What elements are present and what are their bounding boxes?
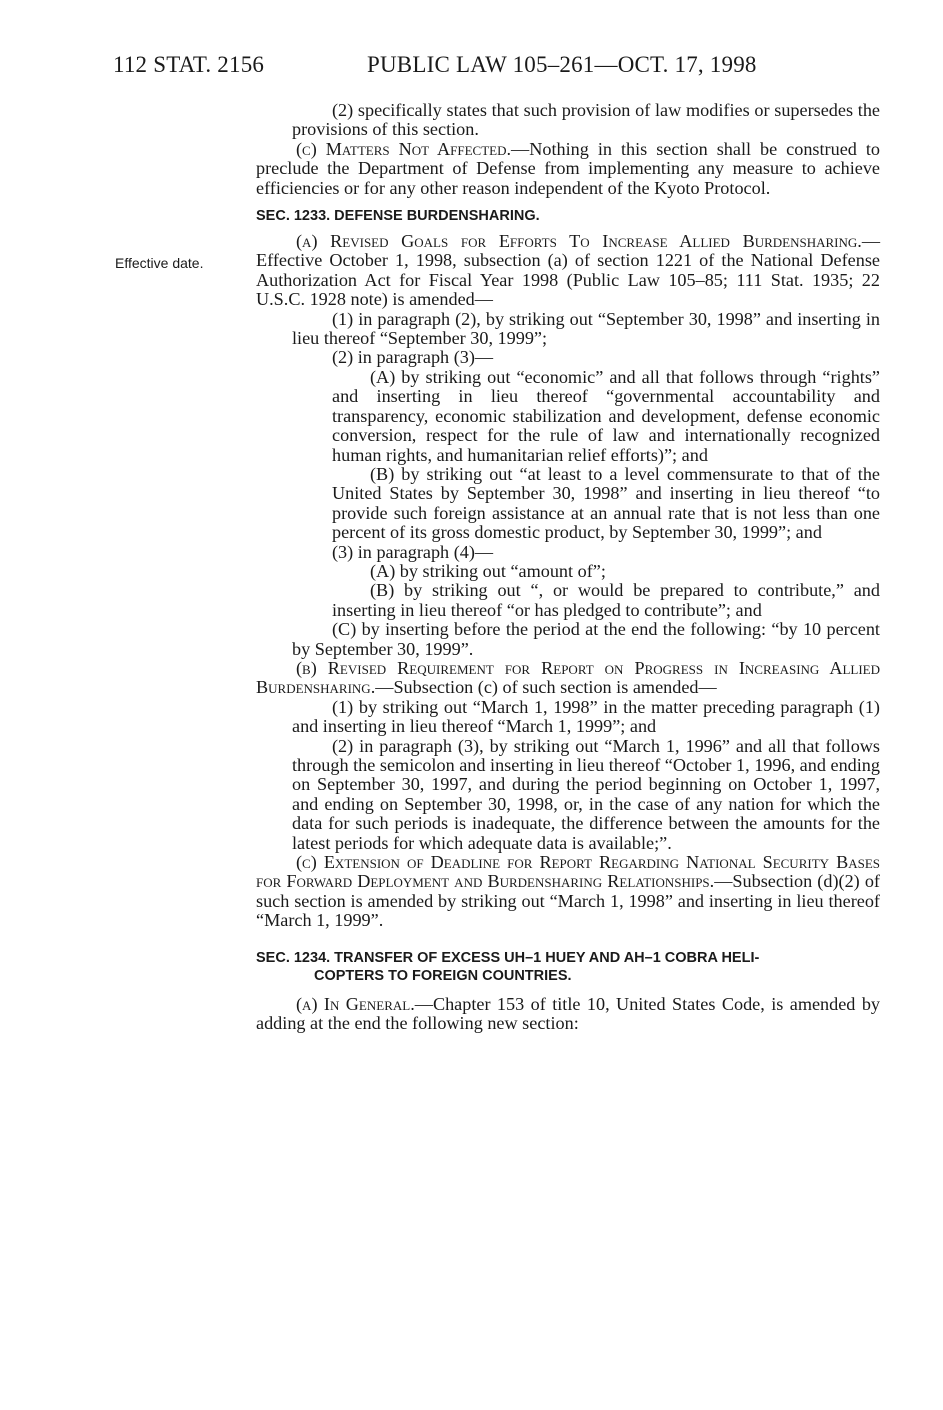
- subparagraph-a3C: (C) by inserting before the period at the end the following: “by 10 percent by September 30, 1999”.: [292, 619, 880, 659]
- subsection-text: —Nothing in this section shall be construed to preclude the Department of Defense from implementing any measure to achieve efficiencies or for any other reason independent of the Kyoto Protocol.: [256, 138, 880, 198]
- subsection-b-revised-requirement: [256, 659, 880, 698]
- section-1234-heading: [256, 949, 880, 985]
- subsection-text: —Chapter 153 of title 10, United States Code, is amended by adding at the end the following new section:: [256, 993, 881, 1034]
- paragraph-a3: (3) in paragraph (4)—: [332, 541, 494, 562]
- paragraph-b1: (1) by striking out “March 1, 1998” in the matter preceding paragraph (1) and inserting in lieu thereof “March 1, 1999”; and: [292, 696, 880, 737]
- paragraph-2-supersedes: (2) specifically states that such provision of law modifies or supersedes the provisions of this section.: [292, 100, 880, 140]
- subsection-c-extension-of-deadline: [256, 853, 880, 931]
- subsection-text: —Subsection (d)(2) of such section is amended by striking out “March 1, 1998” and inserting in lieu thereof “March 1, 1999”.: [256, 871, 880, 931]
- paragraph-b2: (2) in paragraph (3), by striking out “March 1, 1996” and all that follows through the semicolon and inserting in lieu thereof “October 1, 1996, and ending on September 30, 1997, and during the period beginning on October 1, 1997, and ending on September 30, 1998, or, in the case of any nation for which the data for such periods is inadequate, the difference between the amounts for the latest periods for which adequate data is available;”.: [292, 735, 880, 853]
- subsection-heading: (b) Revised Requirement for Report on Progress in Increasing Allied Burdensharing.: [256, 657, 880, 698]
- subsection-text: —Subsection (c) of such section is amended—: [375, 677, 717, 698]
- paragraph-a1: (1) in paragraph (2), by striking out “September 30, 1998” and inserting in lieu thereof “September 30, 1999”;: [292, 308, 880, 349]
- subsection-c-matters-not-affected: [256, 140, 880, 198]
- subparagraph-a3A: (A) by striking out “amount of”;: [370, 560, 606, 581]
- subsection-a-revised-goals: [256, 232, 880, 310]
- subsection-heading: (a) Revised Goals for Efforts To Increase Allied Burdensharing.: [296, 231, 862, 252]
- margin-note-effective-date: Effective date.: [115, 255, 204, 271]
- page-header: [113, 52, 883, 84]
- subparagraph-a2B: (B) by striking out “at least to a level commensurate to that of the United States by September 30, 1998” and inserting in lieu thereof “to provide such foreign assistance at an annual rate that is not less than one percent of its gross domestic product, by September 30, 1999”; and: [332, 463, 880, 543]
- subparagraph-a2A: (A) by striking out “economic” and all that follows through “rights” and inserting in lieu thereof “governmental accountability and transparency, economic stabilization and development, defense economic conversion, respect for the rule of law and internationally recognized human rights, and humanitarian relief efforts)”; and: [332, 366, 880, 465]
- statute-page-number: 112 STAT. 2156: [113, 52, 265, 77]
- section-1234-heading-line-2: COPTERS TO FOREIGN COUNTRIES.: [314, 967, 572, 984]
- public-law-title: PUBLIC LAW 105–261—OCT. 17, 1998: [367, 52, 757, 77]
- subsection-heading: (a) In General.: [296, 993, 415, 1014]
- section-1233-heading: SEC. 1233. DEFENSE BURDENSHARING.: [256, 208, 540, 225]
- subparagraph-a3B: (B) by striking out “, or would be prepared to contribute,” and inserting in lieu thereof “or has pledged to contribute”; and: [332, 580, 880, 620]
- subsection-text: —Effective October 1, 1998, subsection (a) of section 1221 of the National Defense Authorization Act for Fiscal Year 1998 (Public Law 105–85; 111 Stat. 1935; 22 U.S.C. 1928 note) is amended—: [256, 231, 880, 310]
- document-body: [256, 101, 880, 1033]
- paragraph-a2: (2) in paragraph (3)—: [332, 347, 494, 368]
- subsection-a-in-general: [256, 995, 880, 1034]
- subsection-heading: (c) Matters Not Affected.: [296, 138, 512, 159]
- section-1234-heading-line-1: SEC. 1234. TRANSFER OF EXCESS UH–1 HUEY AND AH–1 COBRA HELI-: [256, 949, 760, 966]
- subsection-heading: (c) Extension of Deadline for Report Regarding National Security Bases for Forward Deployment and Burdensharing Relationships.: [256, 852, 880, 892]
